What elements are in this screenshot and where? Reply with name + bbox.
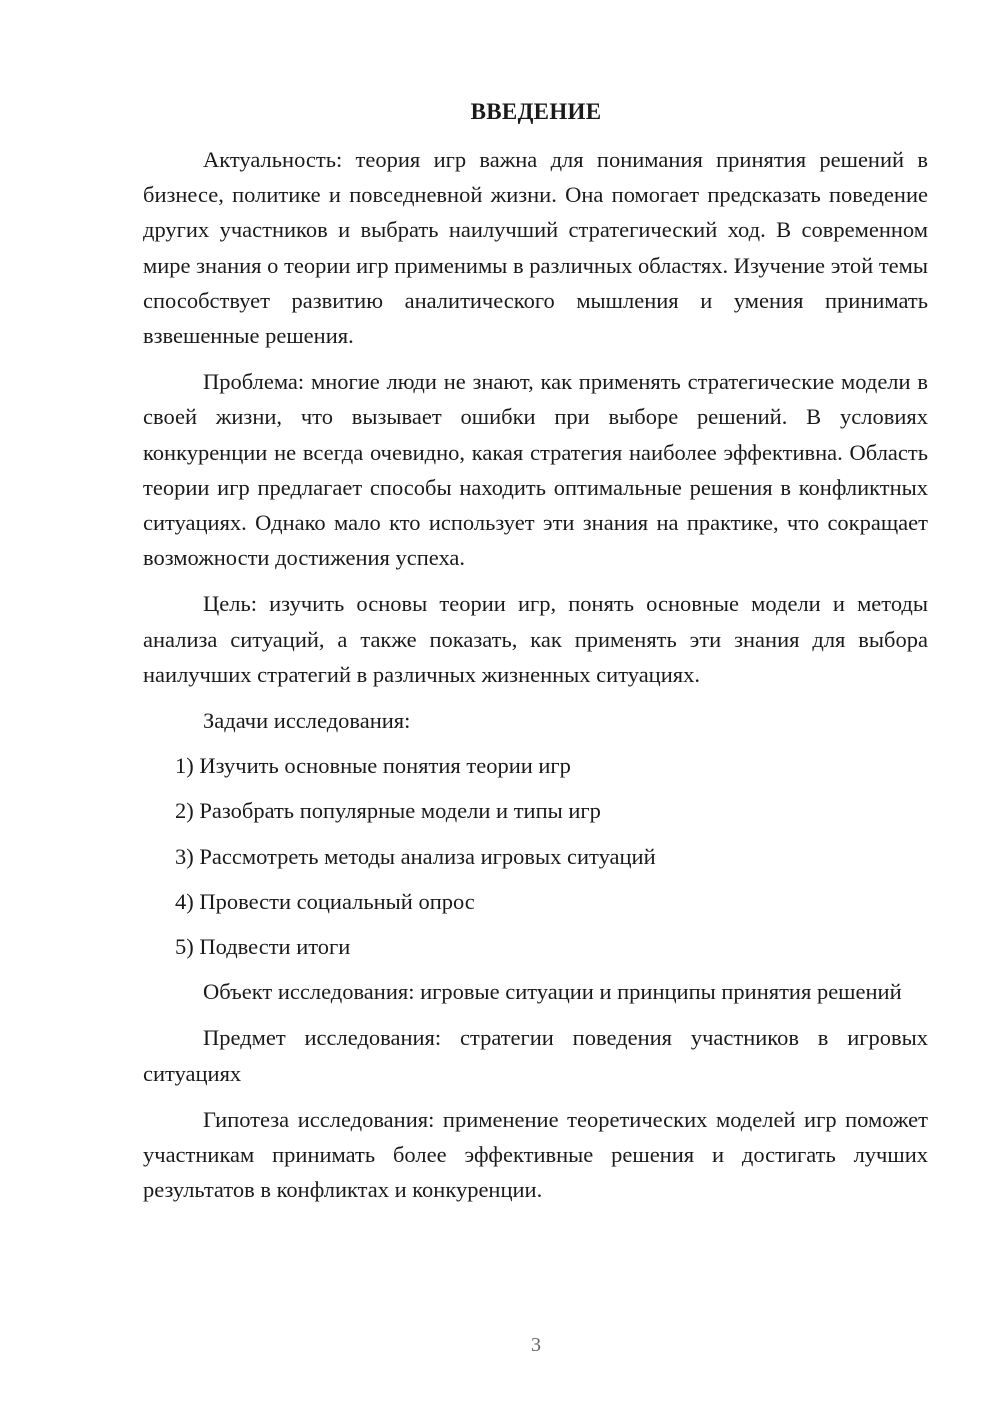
paragraph-relevance: Актуальность: теория игр важна для понимания принятия решений в бизнесе, политике и повседневной жизни. Она помогает предсказать поведение других участников и выбрать наилучший стратегический ход. В современном мире знания о теории игр применимы в различных областях. Изучение этой темы способствует развитию аналитического мышления и умения принимать взвешенные решения.	[143, 147, 928, 349]
paragraph-object: Объект исследования: игровые ситуации и принципы принятия решений	[203, 979, 902, 1005]
tasks-list	[143, 748, 928, 964]
page-number: 3	[531, 1334, 541, 1356]
list-item: 3) Рассмотреть методы анализа игровых ситуаций	[175, 843, 656, 869]
paragraph-problem: Проблема: многие люди не знают, как применять стратегические модели в своей жизни, что вызывает ошибки при выборе решений. В условиях конкуренции не всегда очевидно, какая стратегия наиболее эффективна. Область теории игр предлагает способы находить оптимальные решения в конфликтных ситуациях. Однако мало кто использует эти знания на практике, что сокращает возможности достижения успеха.	[143, 369, 928, 571]
document-body	[143, 142, 928, 1218]
list-item: 4) Провести социальный опрос	[175, 888, 475, 914]
list-item: 5) Подвести итоги	[175, 934, 351, 960]
list-item: 2) Разобрать популярные модели и типы игр	[175, 798, 601, 824]
paragraph-hypothesis: Гипотеза исследования: применение теоретических моделей игр поможет участникам принимать более эффективные решения и достигать лучших результатов в конфликтах и конкуренции.	[143, 1106, 928, 1203]
tasks-heading: Задачи исследования:	[203, 708, 411, 734]
list-item: 1) Изучить основные понятия теории игр	[175, 753, 571, 779]
page-title: ВВЕДЕНИЕ	[470, 99, 602, 124]
paragraph-goal: Цель: изучить основы теории игр, понять основные модели и методы анализа ситуаций, а также показать, как применять эти знания для выбора наилучших стратегий в различных жизненных ситуациях.	[143, 591, 928, 687]
paragraph-subject: Предмет исследования: стратегии поведения участников в игровых ситуациях	[143, 1025, 928, 1086]
